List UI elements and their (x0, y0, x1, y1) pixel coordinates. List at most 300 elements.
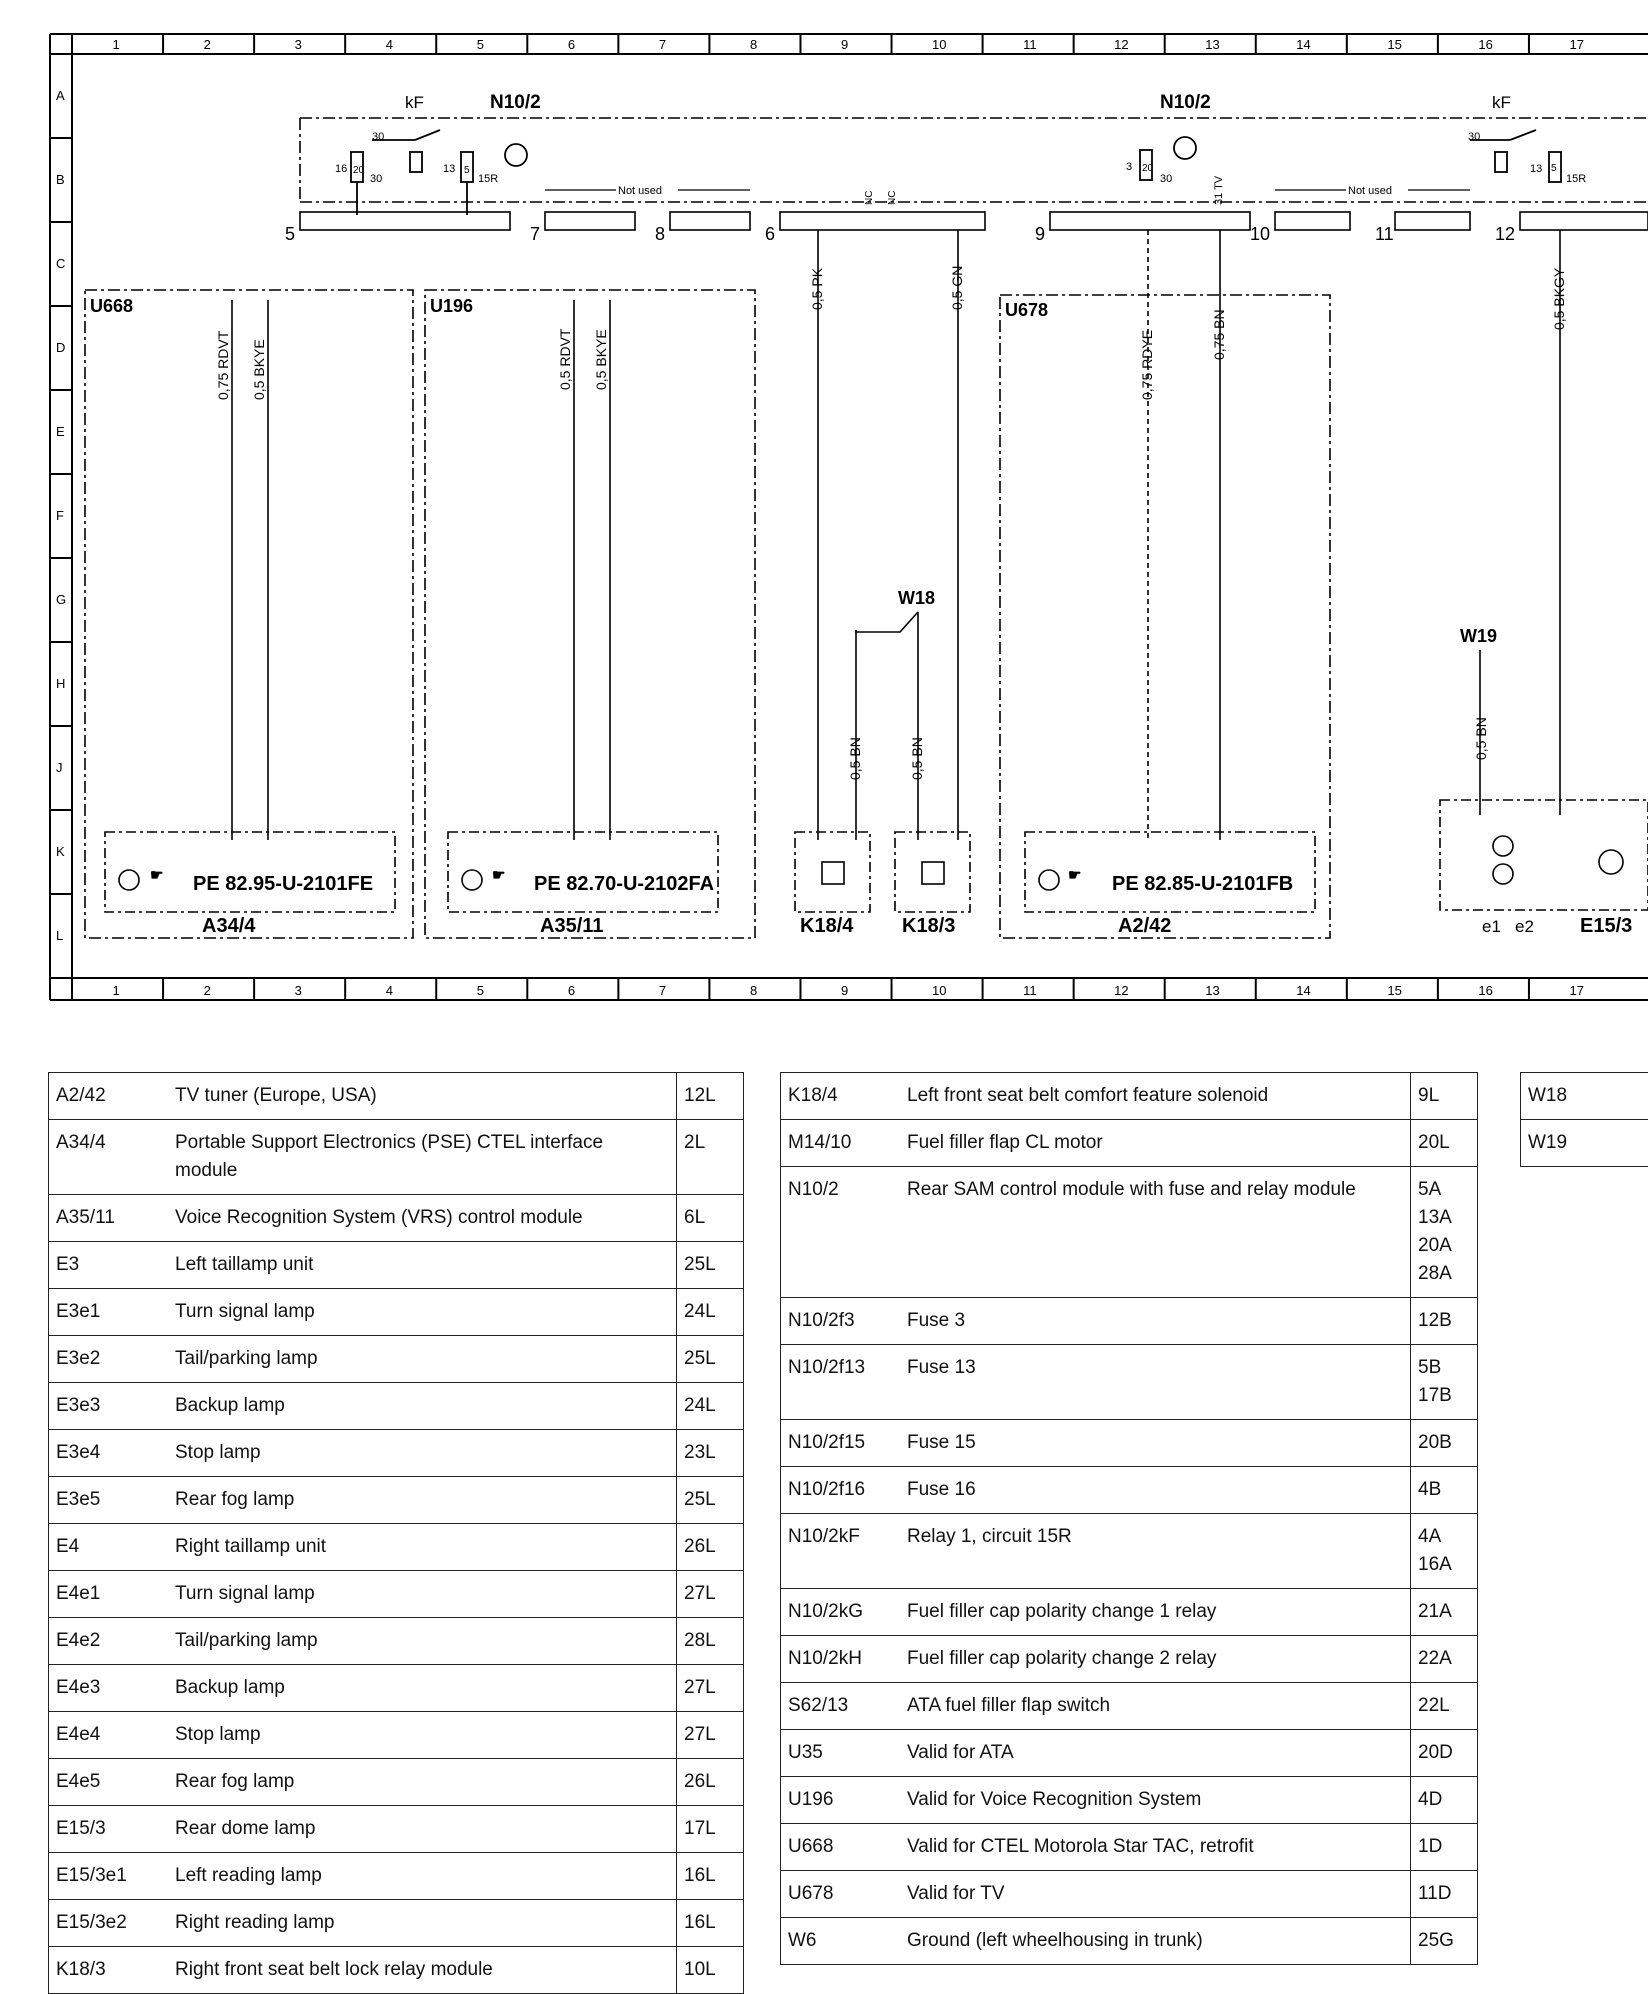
ref-a2-42: PE 82.85-U-2101FB (1112, 873, 1293, 895)
legend-code: E4 (49, 1524, 169, 1571)
legend-description: Valid for CTEL Motorola Star TAC, retrofit (900, 1824, 1411, 1871)
legend-location (1411, 1467, 1478, 1514)
legend-location-value: 25L (684, 1345, 736, 1373)
grid-column-label: 8 (750, 37, 757, 52)
legend-row (49, 1120, 744, 1195)
legend-row (1521, 1120, 1648, 1167)
legend-row (781, 1073, 1478, 1120)
legend-code: U678 (781, 1871, 901, 1918)
grid-column-label: 9 (841, 37, 848, 52)
legend-location-value: 22A (1418, 1645, 1470, 1673)
legend-description: Right reading lamp (168, 1900, 677, 1947)
svg-text:11: 11 (1375, 224, 1394, 244)
svg-text:31 TV: 31 TV (1213, 175, 1225, 205)
legend-row (49, 1853, 744, 1900)
legend-location-value: 11D (1418, 1880, 1470, 1908)
legend-code: A2/42 (49, 1073, 169, 1120)
legend-location (1411, 1120, 1478, 1167)
lamp-e1-icon (1493, 836, 1513, 856)
legend-description: Stop lamp (168, 1430, 677, 1477)
legend-location-value: 5B (1418, 1354, 1470, 1382)
legend-location-value: 5A (1418, 1176, 1470, 1204)
legend-location-value: 10L (684, 1956, 736, 1984)
module-n10-2-right: N10/2 (1160, 92, 1211, 113)
legend-location-value: 12B (1418, 1307, 1470, 1335)
legend-row (49, 1073, 744, 1120)
svg-text:9: 9 (1035, 224, 1045, 244)
legend-code: U35 (781, 1730, 901, 1777)
legend-row (49, 1477, 744, 1524)
legend-code: E4e5 (49, 1759, 169, 1806)
legend-location (677, 1900, 744, 1947)
legend-code: N10/2kF (781, 1514, 901, 1589)
ground-symbol-icon (119, 870, 139, 890)
connector-12 (1520, 212, 1648, 230)
dome-lamp-icon (1599, 850, 1623, 874)
legend-description: Fuse 16 (900, 1467, 1411, 1514)
legend-row (781, 1683, 1478, 1730)
relay-kf-left: kF (405, 93, 424, 112)
legend-location-value: 24L (684, 1392, 736, 1420)
legend-location (677, 1073, 744, 1120)
legend-description: Tail/parking lamp (168, 1618, 677, 1665)
svg-text:30: 30 (1160, 173, 1172, 185)
legend-location (677, 1430, 744, 1477)
legend-row (781, 1467, 1478, 1514)
legend-row (781, 1589, 1478, 1636)
legend-code: A34/4 (49, 1120, 169, 1195)
legend-location-value: 27L (684, 1674, 736, 1702)
legend-code: A35/11 (49, 1195, 169, 1242)
legend-row (781, 1918, 1478, 1965)
legend-row (781, 1824, 1478, 1871)
legend-row (781, 1167, 1478, 1298)
legend-row (781, 1730, 1478, 1777)
grid-column-label: 14 (1296, 983, 1310, 998)
component-box-k18-4 (795, 832, 870, 912)
grid-row-label: L (56, 928, 63, 943)
svg-text:13: 13 (443, 163, 455, 175)
connector-7 (545, 212, 635, 230)
legend-location (677, 1947, 744, 1994)
legend-location-value: 28A (1418, 1260, 1470, 1288)
label-k18-4: K18/4 (800, 915, 854, 937)
legend-location (677, 1477, 744, 1524)
grid-column-label: 14 (1296, 37, 1310, 52)
variant-u668: U668 (90, 296, 133, 316)
legend-row (781, 1636, 1478, 1683)
legend-description: Relay 1, circuit 15R (900, 1514, 1411, 1589)
component-box-a34-4 (105, 832, 395, 912)
legend-code: N10/2kG (781, 1589, 901, 1636)
legend-location (677, 1571, 744, 1618)
label-e15-3: E15/3 (1580, 915, 1632, 937)
legend-location-value: 27L (684, 1721, 736, 1749)
legend-row (781, 1120, 1478, 1167)
wire-label: 0,5 BKYE (593, 329, 609, 390)
legend-code: E3e1 (49, 1289, 169, 1336)
wire-label: 0,75 BN (1211, 309, 1227, 360)
legend-location (677, 1618, 744, 1665)
legend-code: E15/3e1 (49, 1853, 169, 1900)
legend-code: U196 (781, 1777, 901, 1824)
legend-location-value: 20B (1418, 1429, 1470, 1457)
legend-location (677, 1195, 744, 1242)
transistor-left (505, 144, 527, 166)
legend-code: E3e3 (49, 1383, 169, 1430)
component-box-k18-3 (895, 832, 970, 912)
grid-column-label: 15 (1387, 983, 1401, 998)
grid-column-label: 12 (1114, 983, 1128, 998)
ground-symbol-icon (1039, 870, 1059, 890)
legend-row (781, 1420, 1478, 1467)
legend-row (49, 1571, 744, 1618)
legend-location (1411, 1683, 1478, 1730)
grid-row-label: G (56, 592, 66, 607)
grid-column-label: 7 (659, 983, 666, 998)
legend-location-value: 23L (684, 1439, 736, 1467)
svg-text:12: 12 (1495, 224, 1515, 244)
wire-label: 0,5 GN (949, 266, 965, 310)
grid-row-label: C (56, 256, 65, 271)
legend-location-value: 25L (684, 1251, 736, 1279)
legend-description: TV tuner (Europe, USA) (168, 1073, 677, 1120)
legend-location (677, 1383, 744, 1430)
legend-location-value: 26L (684, 1768, 736, 1796)
svg-text:15R: 15R (478, 173, 498, 185)
variant-box-u196 (425, 290, 755, 938)
legend-row (781, 1345, 1478, 1420)
legend-description: Portable Support Electronics (PSE) CTEL interface module (168, 1120, 677, 1195)
legend-location (677, 1759, 744, 1806)
legend-location (1411, 1589, 1478, 1636)
legend-location-value: 28L (684, 1627, 736, 1655)
legend-location-value: 4B (1418, 1476, 1470, 1504)
legend-location (677, 1242, 744, 1289)
legend-location-value: 20L (1418, 1129, 1470, 1157)
relay-kf-right: kF (1492, 93, 1511, 112)
legend-description: Fuse 15 (900, 1420, 1411, 1467)
grid-row-label: E (56, 424, 65, 439)
legend-code: N10/2f16 (781, 1467, 901, 1514)
grid-column-label: 13 (1205, 983, 1219, 998)
legend-code: N10/2kH (781, 1636, 901, 1683)
legend-code: S62/13 (781, 1683, 901, 1730)
legend-table-3 (1520, 1072, 1648, 1167)
legend-description: Left reading lamp (168, 1853, 677, 1900)
connector-9 (1050, 212, 1250, 230)
legend-row (49, 1712, 744, 1759)
legend-row (49, 1430, 744, 1477)
svg-text:10: 10 (1250, 224, 1270, 244)
legend-description: Left taillamp unit (168, 1242, 677, 1289)
legend-location (677, 1336, 744, 1383)
svg-text:30: 30 (370, 173, 382, 185)
legend-description: Fuel filler cap polarity change 1 relay (900, 1589, 1411, 1636)
grid-row-label: D (56, 340, 65, 355)
legend-location-value: 24L (684, 1298, 736, 1326)
legend-location-value: 26L (684, 1533, 736, 1561)
legend-row (49, 1524, 744, 1571)
grid-column-label: 16 (1478, 37, 1492, 52)
legend-row (49, 1383, 744, 1430)
legend-row (49, 1242, 744, 1289)
transistor-right (1174, 137, 1196, 159)
grid-row-label: A (56, 88, 65, 103)
legend-location-value: 25L (684, 1486, 736, 1514)
connector-6 (780, 212, 985, 230)
legend-code: E15/3 (49, 1806, 169, 1853)
legend-location-value: 9L (1418, 1082, 1470, 1110)
component-box-e15-3 (1440, 800, 1648, 910)
label-a35-11: A35/11 (540, 915, 603, 937)
legend-description: ATA fuel filler flap switch (900, 1683, 1411, 1730)
legend-code: U668 (781, 1824, 901, 1871)
legend-location (1411, 1420, 1478, 1467)
legend-row (781, 1777, 1478, 1824)
grid-column-label: 3 (295, 37, 302, 52)
legend-row (49, 1900, 744, 1947)
legend-location-value: 4A (1418, 1523, 1470, 1551)
svg-text:16: 16 (335, 163, 347, 175)
module-n10-2-left: N10/2 (490, 92, 541, 113)
legend-description: Fuel filler cap polarity change 2 relay (900, 1636, 1411, 1683)
legend-location-value: 12L (684, 1082, 736, 1110)
variant-u196: U196 (430, 296, 473, 316)
legend-description: Voice Recognition System (VRS) control module (168, 1195, 677, 1242)
legend-location (1411, 1730, 1478, 1777)
legend-location-value: 22L (1418, 1692, 1470, 1720)
grid-column-label: 7 (659, 37, 666, 52)
grid-row-label: J (56, 760, 63, 775)
grid-column-label: 6 (568, 983, 575, 998)
component-box-a35-11 (448, 832, 718, 912)
grid-column-label: 17 (1569, 37, 1583, 52)
legend-row (1521, 1073, 1648, 1120)
label-k18-3: K18/3 (902, 915, 955, 937)
svg-text:☛: ☛ (492, 867, 505, 884)
legend-location (1411, 1298, 1478, 1345)
connector-5 (300, 212, 510, 230)
svg-text:15R: 15R (1566, 173, 1586, 185)
legend-code: E4e2 (49, 1618, 169, 1665)
legend-location-value: 17L (684, 1815, 736, 1843)
label-e1: e1 (1482, 917, 1501, 936)
grid-column-label: 5 (477, 983, 484, 998)
legend-description: Ground (left wheelhousing in trunk) (900, 1918, 1411, 1965)
legend-code: E4e1 (49, 1571, 169, 1618)
svg-text:5: 5 (1551, 163, 1557, 174)
grid-column-label: 2 (204, 983, 211, 998)
legend-description: Fuel filler flap CL motor (900, 1120, 1411, 1167)
legend-description: Rear fog lamp (168, 1759, 677, 1806)
legend-location (677, 1665, 744, 1712)
not-used-left: Not used (618, 185, 662, 197)
grid-column-label: 5 (477, 37, 484, 52)
legend-row (49, 1665, 744, 1712)
legend-code: E3 (49, 1242, 169, 1289)
svg-text:5: 5 (464, 165, 470, 176)
grid-column-label: 9 (841, 983, 848, 998)
legend-description: Backup lamp (168, 1665, 677, 1712)
legend-row (49, 1195, 744, 1242)
legend-code: K18/4 (781, 1073, 901, 1120)
wire-label: 0,5 PK (809, 267, 825, 310)
legend-location (1411, 1918, 1478, 1965)
legend-location-value: 16L (684, 1862, 736, 1890)
legend-description: Valid for ATA (900, 1730, 1411, 1777)
legend-description: Stop lamp (168, 1712, 677, 1759)
svg-text:6: 6 (765, 224, 775, 244)
grid-column-label: 2 (204, 37, 211, 52)
legend-row (49, 1289, 744, 1336)
legend-row (49, 1806, 744, 1853)
ref-a34-4: PE 82.95-U-2101FE (193, 873, 373, 895)
grid-column-label: 11 (1023, 983, 1037, 998)
svg-text:NC: NC (887, 191, 898, 205)
svg-text:8: 8 (655, 224, 665, 244)
label-a34-4: A34/4 (202, 915, 256, 937)
legend-description: Rear SAM control module with fuse and relay module (900, 1167, 1411, 1298)
ground-w19: W19 (1460, 626, 1497, 646)
legend-row (49, 1336, 744, 1383)
legend-code: E3e5 (49, 1477, 169, 1524)
legend-location-value: 25G (1418, 1927, 1470, 1955)
legend-location (677, 1120, 744, 1195)
legend-code: N10/2 (781, 1167, 901, 1298)
svg-text:30: 30 (372, 131, 384, 143)
wire-label: 0,5 BN (909, 737, 925, 780)
legend-location (677, 1712, 744, 1759)
wire-label: 0,5 BKGY (1551, 267, 1567, 330)
svg-text:13: 13 (1530, 163, 1542, 175)
legend-code: E3e2 (49, 1336, 169, 1383)
grid-column-label: 4 (386, 983, 393, 998)
grid-column-label: 10 (932, 983, 946, 998)
legend-code: E3e4 (49, 1430, 169, 1477)
legend-location (1411, 1636, 1478, 1683)
legend-description: Right taillamp unit (168, 1524, 677, 1571)
legend-row (781, 1298, 1478, 1345)
grid-row-label: K (56, 844, 65, 859)
legend-location (1411, 1167, 1478, 1298)
ground-w18: W18 (898, 588, 935, 608)
wire-label: 0,5 BKYE (251, 339, 267, 400)
legend-code: N10/2f3 (781, 1298, 901, 1345)
legend-location (1411, 1514, 1478, 1589)
grid-column-label: 16 (1478, 983, 1492, 998)
wire-label: 0,75 RDYE (1139, 330, 1155, 400)
legend-location (1411, 1345, 1478, 1420)
legend-row (781, 1514, 1478, 1589)
wire-label: 0,75 RDVT (215, 330, 231, 400)
legend-location-value: 13A (1418, 1204, 1470, 1232)
wire-label: 0,5 BN (1473, 717, 1489, 760)
grid-column-label: 12 (1114, 37, 1128, 52)
legend-description: Backup lamp (168, 1383, 677, 1430)
legend-location-value: 20D (1418, 1739, 1470, 1767)
grid-column-label: 10 (932, 37, 946, 52)
grid-row-label: F (56, 508, 64, 523)
legend-location (1411, 1073, 1478, 1120)
svg-text:30: 30 (1468, 131, 1480, 143)
legend-row (781, 1871, 1478, 1918)
legend-description: Turn signal lamp (168, 1289, 677, 1336)
legend-description: Valid for TV (900, 1871, 1411, 1918)
legend-row (49, 1618, 744, 1665)
label-e2: e2 (1515, 917, 1534, 936)
legend-code: M14/10 (781, 1120, 901, 1167)
legend-code: W18 (1521, 1073, 1648, 1120)
legend-location (677, 1524, 744, 1571)
legend-description: Turn signal lamp (168, 1571, 677, 1618)
connector-10 (1275, 212, 1350, 230)
grid-column-label: 3 (295, 983, 302, 998)
legend-row (49, 1947, 744, 1994)
legend-location (1411, 1824, 1478, 1871)
not-used-right: Not used (1348, 185, 1392, 197)
legend-location-value: 20A (1418, 1232, 1470, 1260)
legend-location (1411, 1777, 1478, 1824)
variant-box-u678 (1000, 295, 1330, 938)
legend-location-value: 4D (1418, 1786, 1470, 1814)
legend-code: K18/3 (49, 1947, 169, 1994)
svg-text:20: 20 (353, 165, 365, 176)
legend-location-value: 17B (1418, 1382, 1470, 1410)
ref-a35-11: PE 82.70-U-2102FA (534, 873, 714, 895)
legend-description: Right front seat belt lock relay module (168, 1947, 677, 1994)
legend-code: W6 (781, 1918, 901, 1965)
svg-text:☛: ☛ (150, 867, 163, 884)
legend-location-value: 16A (1418, 1551, 1470, 1579)
grid-row-label: H (56, 676, 65, 691)
svg-text:5: 5 (285, 224, 295, 244)
svg-text:20: 20 (1142, 163, 1154, 174)
grid-column-label: 6 (568, 37, 575, 52)
legend-description: Fuse 3 (900, 1298, 1411, 1345)
legend-table-1 (48, 1072, 744, 1994)
legend-location (677, 1806, 744, 1853)
legend-location-value: 27L (684, 1580, 736, 1608)
svg-text:7: 7 (530, 224, 540, 244)
legend-code: E15/3e2 (49, 1900, 169, 1947)
variant-u678: U678 (1005, 300, 1048, 320)
grid-column-label: 11 (1023, 37, 1037, 52)
legend-description: Rear fog lamp (168, 1477, 677, 1524)
legend-location-value: 21A (1418, 1598, 1470, 1626)
variant-box-u668 (85, 290, 413, 938)
label-a2-42: A2/42 (1118, 915, 1171, 937)
svg-text:☛: ☛ (1068, 867, 1081, 884)
legend-table-2 (780, 1072, 1478, 1965)
legend-code: N10/2f15 (781, 1420, 901, 1467)
legend-location (677, 1853, 744, 1900)
legend-location-value: 1D (1418, 1833, 1470, 1861)
legend-description: Left front seat belt comfort feature solenoid (900, 1073, 1411, 1120)
svg-text:NC: NC (864, 191, 875, 205)
legend-location (1411, 1871, 1478, 1918)
legend-row (49, 1759, 744, 1806)
legend-location-value: 2L (684, 1129, 736, 1157)
wire-label: 0,5 RDVT (557, 328, 573, 390)
legend-code: E4e3 (49, 1665, 169, 1712)
connector-11 (1395, 212, 1470, 230)
legend-code: N10/2f13 (781, 1345, 901, 1420)
ground-symbol-icon (462, 870, 482, 890)
legend-description: Fuse 13 (900, 1345, 1411, 1420)
legend-location-value: 6L (684, 1204, 736, 1232)
legend-location (677, 1289, 744, 1336)
